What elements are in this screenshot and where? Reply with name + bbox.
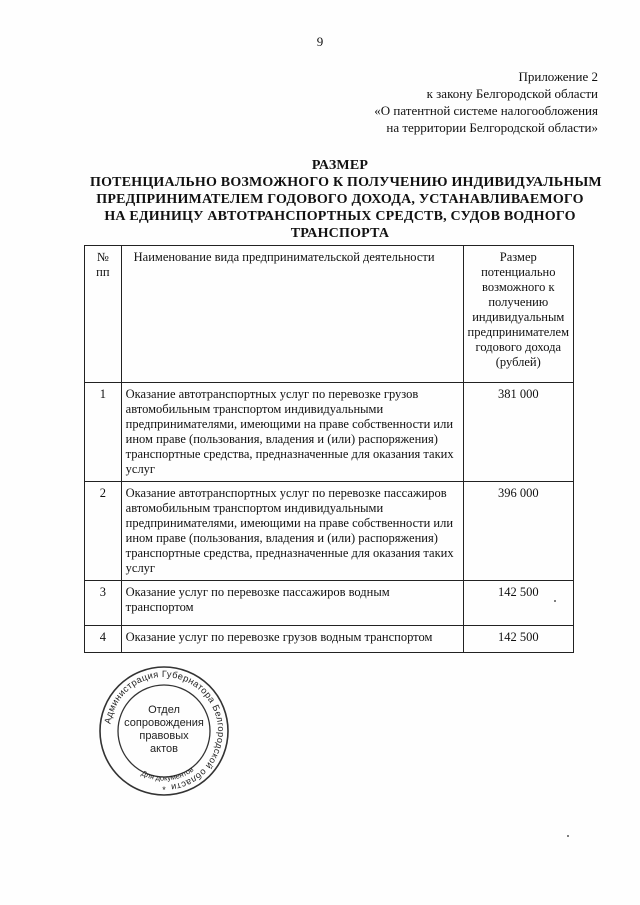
appendix-line: «О патентной системе налогообложения [374,103,598,118]
appendix-line: на территории Белгородской области» [386,120,598,135]
appendix-line: к закону Белгородской области [426,86,598,101]
title-line: ТРАНСПОРТА [290,226,390,241]
row-name: Оказание автотранспортных услуг по перевозке грузов автомобильным транспортом индивидуальными предпринимателями, имеющими на праве собственности или ином праве (пользования, владения и (или) распоряжения) транспортные средства, предназначенные для оказания таких услуг [121,383,463,482]
row-name: Оказание услуг по перевозке пассажиров водным транспортом [121,581,463,626]
appendix-block [374,68,598,136]
table-row [85,581,574,626]
income-table [84,245,574,653]
stamp-ring-text: Администрация Губернатора Белгородской области [102,668,227,793]
row-name: Оказание услуг по перевозке грузов водным транспортом [121,626,463,653]
header-num: № пп [85,246,122,383]
page-number: 9 [316,34,324,49]
row-num: 4 [85,626,122,653]
header-value: Размер потенциально возможного к получению индивидуальным предпринимателем годового дохода (рублей) [463,246,573,383]
stamp-center-line: актов [150,743,178,755]
stamp-bottom-text: Для документов [139,764,196,783]
stamp-center-line: сопровождения [124,717,204,729]
row-num: 3 [85,581,122,626]
row-value: 142 500 [463,626,573,653]
scan-speck [567,835,569,837]
row-value: 396 000 [463,482,573,581]
title-line: НА ЕДИНИЦУ АВТОТРАНСПОРТНЫХ СРЕДСТВ, СУДОВ ВОДНОГО [104,209,576,224]
header-name: Наименование вида предпринимательской деятельности [121,246,463,383]
row-value: 142 500 [463,581,573,626]
document-title [90,157,602,242]
stamp-star: * [162,785,166,795]
row-value: 381 000 [463,383,573,482]
row-name: Оказание автотранспортных услуг по перевозке пассажиров автомобильным транспортом индивидуальными предпринимателями, имеющими на праве собственности или ином праве (пользования, владения и (или) распоряжения) транспортные средства, предназначенные для оказания таких услуг [121,482,463,581]
stamp-center-line: Отдел [148,704,180,716]
stamp-center-text [96,704,232,756]
scan-speck [554,600,556,602]
table-row [85,383,574,482]
table-row [85,626,574,653]
stamp-center-line: правовых [139,730,189,742]
row-num: 2 [85,482,122,581]
title-line: ПОТЕНЦИАЛЬНО ВОЗМОЖНОГО К ПОЛУЧЕНИЮ ИНДИВИДУАЛЬНЫМ [90,175,602,190]
row-num: 1 [85,383,122,482]
table-header-row [85,246,574,383]
appendix-line: Приложение 2 [518,69,598,84]
title-line: РАЗМЕР [311,158,369,173]
title-line: ПРЕДПРИНИМАТЕЛЕМ ГОДОВОГО ДОХОДА, УСТАНАВЛИВАЕМОГО [96,192,584,207]
table-row [85,482,574,581]
